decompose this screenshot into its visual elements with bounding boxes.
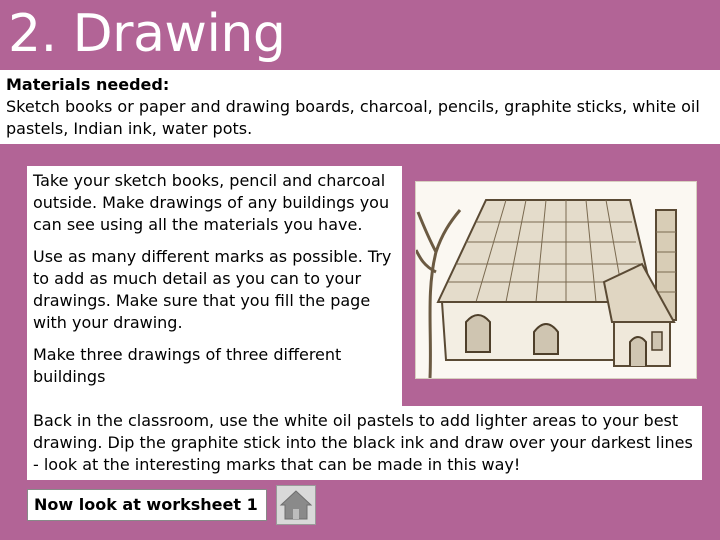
- materials-heading: Materials needed:: [6, 75, 170, 94]
- building-sketch-drawing: [416, 182, 696, 378]
- materials-panel: [0, 70, 720, 144]
- instructions-panel: [27, 166, 402, 412]
- home-button[interactable]: [276, 485, 316, 525]
- classroom-text: Back in the classroom, use the white oil pastels to add lighter areas to your best drawing. Dip the graphite stick into the black ink and draw over your darkest lines - look at the interesting marks that can be made in this way!: [33, 411, 693, 474]
- home-icon: [277, 486, 315, 524]
- classroom-panel: [27, 406, 702, 480]
- building-sketch-image: [415, 181, 697, 379]
- worksheet-link-button[interactable]: Now look at worksheet 1: [27, 489, 267, 521]
- instruction-paragraph: Make three drawings of three different buildings: [33, 345, 342, 386]
- materials-text: Sketch books or paper and drawing boards, charcoal, pencils, graphite sticks, white oil pastels, Indian ink, water pots.: [6, 97, 700, 138]
- instruction-paragraph: Take your sketch books, pencil and charcoal outside. Make drawings of any buildings you can see using all the materials you have.: [33, 171, 390, 234]
- page-title: 2. Drawing: [8, 4, 286, 64]
- instruction-paragraph: Use as many different marks as possible. Try to add as much detail as you can to your drawings. Make sure that you fill the page with your drawing.: [33, 247, 392, 332]
